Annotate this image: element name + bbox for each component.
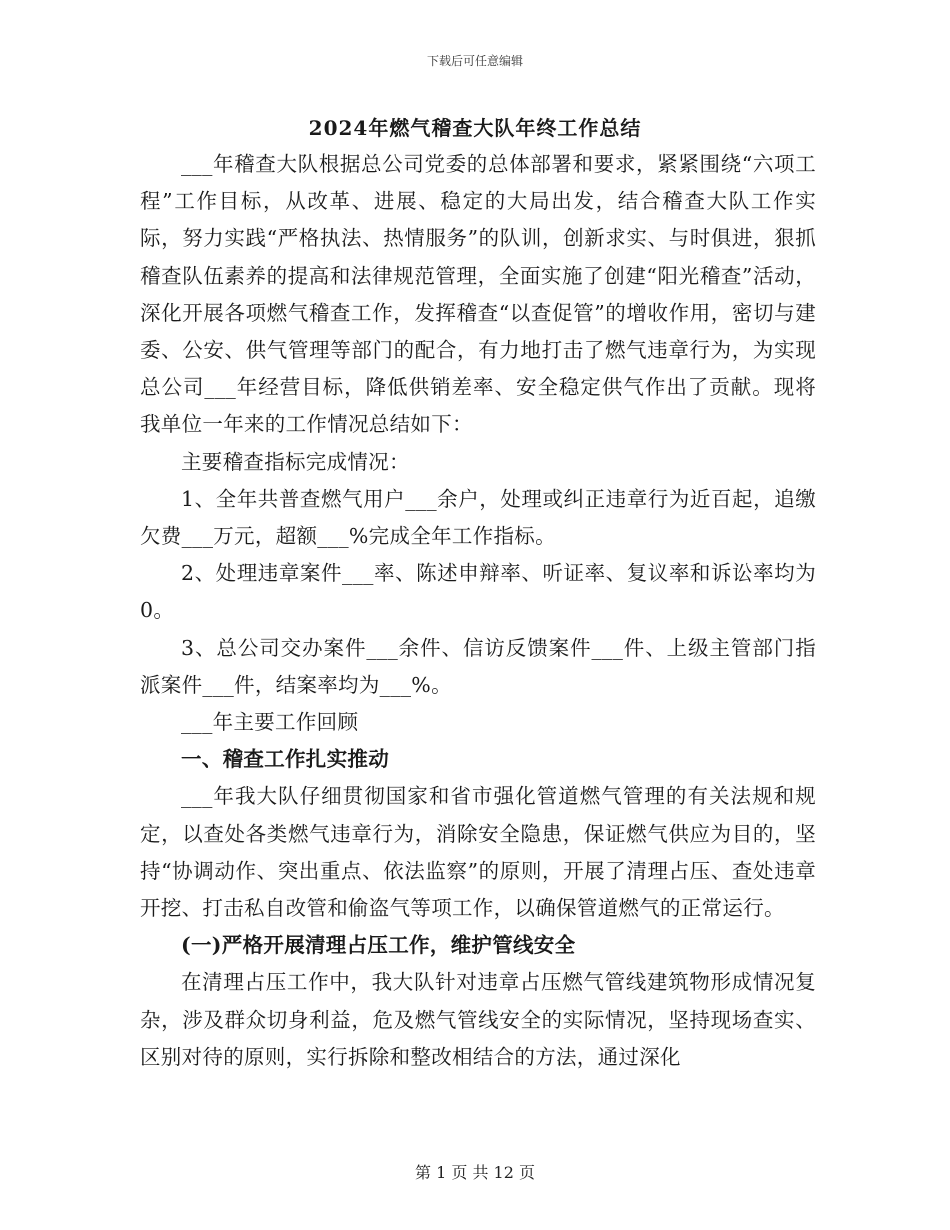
section-1-paragraph: ___年我大队仔细贯彻国家和省市强化管道燃气管理的有关法规和规定，以查处各类燃气违章行为，消除安全隐患，保证燃气供应为目的，坚持“协调动作、突出重点、依法监察”的原则，开展了清理占压、查处违章开挖、打击私自改管和偷盗气等项工作，以确保管道燃气的正常运行。 xyxy=(140,784,816,921)
indicators-heading: 主要稽查指标完成情况： xyxy=(181,449,410,474)
indicator-item-1: 1、全年共普查燃气用户___余户，处理或纠正违章行为近百起，追缴欠费___万元，超额___%完成全年工作指标。 xyxy=(140,486,816,549)
page-footer: 第 1 页 共 12 页 xyxy=(415,1163,535,1182)
intro-paragraph: ___年稽查大队根据总公司党委的总体部署和要求，紧紧围绕“六项工程”工作目标，从改革、进展、稳定的大局出发，结合稽查大队工作实际，努力实践“严格执法、热情服务”的队训，创新求实、与时俱进，狠抓稽查队伍素养的提高和法律规范管理，全面实施了创建“阳光稽查”活动，深化开展各项燃气稽查工作，发挥稽查“以查促管”的增收作用，密切与建委、公安、供气管理等部门的配合，有力地打击了燃气违章行为，为实现总公司___年经营目标，降低供销差率、安全稳定供气作出了贡献。现将我单位一年来的工作情况总结如下： xyxy=(140,152,816,437)
subsection-heading-1: (一)严格开展清理占压工作，维护管线安全 xyxy=(181,933,576,958)
section-heading-1: 一、稽查工作扎实推动 xyxy=(181,747,389,772)
indicator-item-2: 2、处理违章案件___率、陈述申辩率、听证率、复议率和诉讼率均为0。 xyxy=(140,561,816,623)
indicator-item-3: 3、总公司交办案件___余件、信访反馈案件___件、上级主管部门指派案件___件，结案率均为___%。 xyxy=(140,635,816,697)
document-title: 2024年燃气稽查大队年终工作总结 xyxy=(308,116,642,140)
subsection-1-paragraph: 在清理占压工作中，我大队针对违章占压燃气管线建筑物形成情况复杂，涉及群众切身利益，危及燃气管线安全的实际情况，坚持现场查实、区别对待的原则，实行拆除和整改相结合的方法，通过深化 xyxy=(140,970,816,1069)
page-header-note: 下载后可任意编辑 xyxy=(426,54,523,68)
document-body xyxy=(140,146,816,1076)
review-heading: ___年主要工作回顾 xyxy=(181,710,359,735)
